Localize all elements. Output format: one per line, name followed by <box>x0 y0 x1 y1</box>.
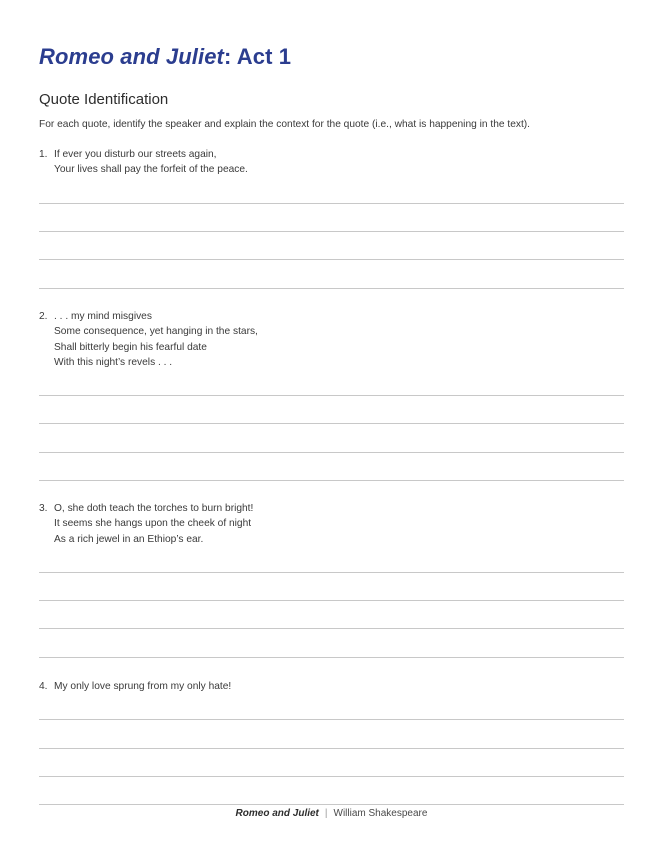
quote-line: Some consequence, yet hanging in the stars, <box>54 326 258 338</box>
answer-line-q3-1[interactable] <box>39 572 624 573</box>
answer-line-q4-3[interactable] <box>39 776 624 777</box>
quote-text <box>54 147 248 178</box>
question-number: 1. <box>39 149 48 160</box>
quote-line: Shall bitterly begin his fearful date <box>54 341 207 353</box>
footer-separator: | <box>324 808 328 819</box>
page-title-act: : Act 1 <box>223 44 292 69</box>
quote-line: Your lives shall pay the forfeit of the peace. <box>54 164 248 176</box>
page-footer <box>0 808 663 819</box>
answer-line-q2-3[interactable] <box>39 452 624 453</box>
quote-line: With this night’s revels . . . <box>54 357 173 369</box>
question-number: 3. <box>39 503 48 514</box>
question-number: 2. <box>39 311 48 322</box>
quote-line: My only love sprung from my only hate! <box>54 681 232 692</box>
quote-line: O, she doth teach the torches to burn bright! <box>54 503 254 514</box>
footer-work-title: Romeo and Juliet <box>235 808 319 819</box>
page-title-work: Romeo and Juliet <box>39 44 224 69</box>
quote-line: It seems she hangs upon the cheek of night <box>54 518 252 530</box>
quote-text <box>54 679 231 694</box>
question-number: 4. <box>39 681 48 692</box>
answer-line-q3-2[interactable] <box>39 600 624 601</box>
quote-text <box>54 309 258 371</box>
page-title <box>39 44 291 70</box>
quote-line: . . . my mind misgives <box>54 311 152 322</box>
quote-line: If ever you disturb our streets again, <box>54 149 217 160</box>
section-heading: Quote Identification <box>39 91 169 108</box>
answer-line-q2-1[interactable] <box>39 395 624 396</box>
quote-text <box>54 501 253 547</box>
answer-line-q3-4[interactable] <box>39 657 624 658</box>
answer-line-q1-3[interactable] <box>39 259 624 260</box>
answer-line-q4-2[interactable] <box>39 748 624 749</box>
instructions-text: For each quote, identify the speaker and explain the context for the quote (i.e., what is happening in the text). <box>39 119 531 130</box>
answer-line-q4-4[interactable] <box>39 804 624 805</box>
answer-line-q1-2[interactable] <box>39 231 624 232</box>
quote-line: As a rich jewel in an Ethiop’s ear. <box>54 533 204 545</box>
answer-line-q3-3[interactable] <box>39 628 624 629</box>
answer-line-q2-2[interactable] <box>39 423 624 424</box>
answer-line-q2-4[interactable] <box>39 480 624 481</box>
answer-line-q1-1[interactable] <box>39 203 624 204</box>
footer-author: William Shakespeare <box>333 808 428 819</box>
answer-line-q1-4[interactable] <box>39 288 624 289</box>
answer-line-q4-1[interactable] <box>39 719 624 720</box>
